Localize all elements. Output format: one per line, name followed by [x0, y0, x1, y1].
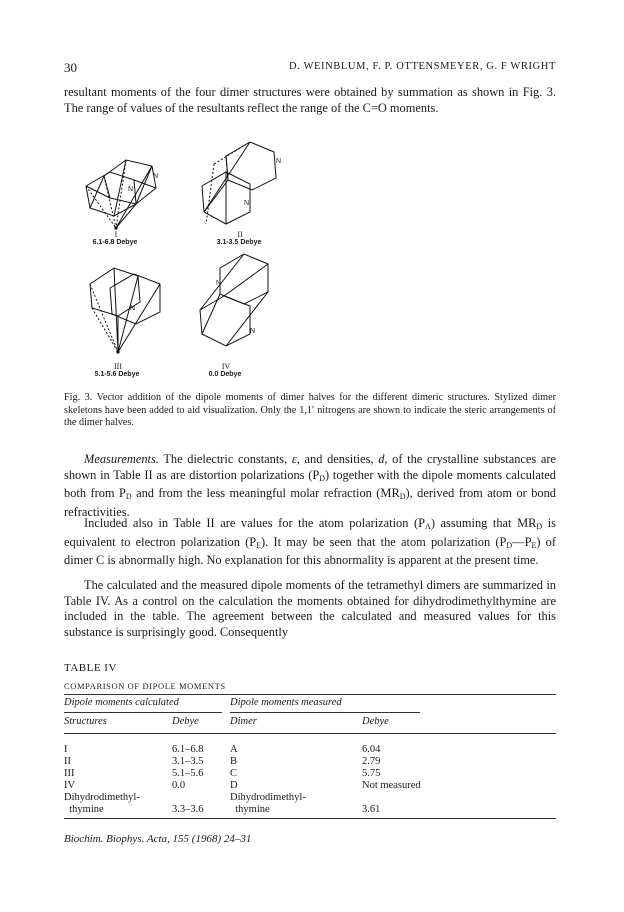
structure-i-label: 6.1-6.8 Debye	[92, 239, 138, 246]
col-header-debye-calc: Debye	[172, 716, 199, 727]
structure-iv-label: 0.0 Debye	[208, 371, 242, 378]
intro-paragraph: resultant moments of the four dimer structures were obtained by summation as shown in Fig. 3. The range of values of the resultants reflect the range of the C=O moments.	[64, 85, 556, 115]
structure-i-n-label-1: N	[153, 173, 159, 180]
structure-i-numeral: I	[114, 230, 118, 239]
structure-iii-label: 5.1-5.6 Debye	[94, 371, 140, 378]
figure-caption: Fig. 3. Vector addition of the dipole moments of dimer halves for the different dimeric structures. Stylized dimer skeletons have been added to aid visualization. Only the 1,1′ nitrogens are shown to indicate the steric arrangements of the dimer halves.	[64, 392, 556, 428]
table-title: TABLE IV	[64, 662, 117, 674]
table-row: Dihydrodimethyl- thymine 3.3–3.6 Dihydrodimethyl- thymine 3.61	[64, 792, 381, 815]
structure-ii-numeral: II	[237, 230, 243, 239]
col-header-structures: Structures	[64, 716, 107, 727]
structure-i-n-label-2: N	[128, 186, 134, 193]
footer-citation: Biochim. Biophys. Acta, 155 (1968) 24–31	[64, 833, 252, 845]
page-number: 30	[64, 60, 77, 75]
table-header-rule	[64, 733, 556, 734]
figure-3-drawing	[64, 128, 556, 390]
structure-i-skeleton	[86, 160, 159, 228]
structure-ii-skeleton	[202, 142, 276, 224]
table-row: IV 0.0 D Not measured	[64, 780, 421, 791]
table-row: III 5.1–5.6 C 5.75	[64, 768, 381, 779]
col-header-dimer: Dimer	[230, 716, 257, 727]
structure-iii-skeleton	[90, 268, 160, 352]
measurements-lead: Measurements.	[84, 452, 159, 466]
measurements-paragraph: Measurements. The dielectric constants, ε, and densities, d, of the crystalline substances are shown in Table II as are distortion polarizations $(P_D)$ together with the dipole moments calculated both from $P_D$ and from the less meaningful molar refraction $(MR_D)$, derived from atom or bond refractivities.	[64, 452, 557, 519]
table-body	[64, 744, 556, 818]
structure-iv-skeleton	[200, 254, 268, 346]
structure-iv-n-label-2: N	[250, 328, 256, 335]
table-group-calculated: Dipole moments calculated	[64, 697, 179, 708]
table-group-measured: Dipole moments measured	[230, 697, 342, 708]
atom-polarization-paragraph: Included also in Table II are values for the atom polarization $(P_A)$ assuming that $MR_D$ is equivalent to electron polarization $(P_E)$. It may be seen that the atom polarization $(P_D—P_E)$ of dimer C is abnormally high. No explanation for this abnormality is apparent at the present time.	[64, 516, 557, 567]
structure-ii-n-label-1: N	[276, 158, 282, 165]
table-bottom-rule	[64, 818, 556, 819]
structure-iii-vector-origin	[116, 350, 119, 353]
figure-3	[64, 128, 556, 390]
structure-iii-n-label: N	[130, 305, 136, 312]
table-group-rule-calc	[64, 712, 222, 713]
table-top-rule	[64, 694, 556, 695]
table-row: I 6.1–6.8 A 6.04	[64, 744, 381, 755]
structure-iv-n-label-1: N	[216, 280, 222, 287]
table-row: II 3.1–3.5 B 2.79	[64, 756, 381, 767]
table-subtitle: COMPARISON OF DIPOLE MOMENTS	[64, 681, 226, 691]
structure-ii-label: 3.1-3.5 Debye	[216, 239, 262, 246]
col-header-debye-meas: Debye	[362, 716, 389, 727]
table-group-rule-meas	[230, 712, 420, 713]
comparison-paragraph: The calculated and the measured dipole moments of the tetramethyl dimers are summarized in Table IV. As a control on the calculation the moments obtained for dihydrodimethylthymine are included in the table. The agreement between the calculated and measured values for this substance is surprisingly good. Consequently	[64, 578, 556, 639]
structure-iv-numeral: IV	[221, 362, 231, 371]
running-head: D. WEINBLUM, F. P. OTTENSMEYER, G. F WRIGHT	[289, 61, 556, 72]
structure-iii-numeral: III	[114, 362, 122, 371]
structure-ii-n-label-2: N	[244, 200, 250, 207]
